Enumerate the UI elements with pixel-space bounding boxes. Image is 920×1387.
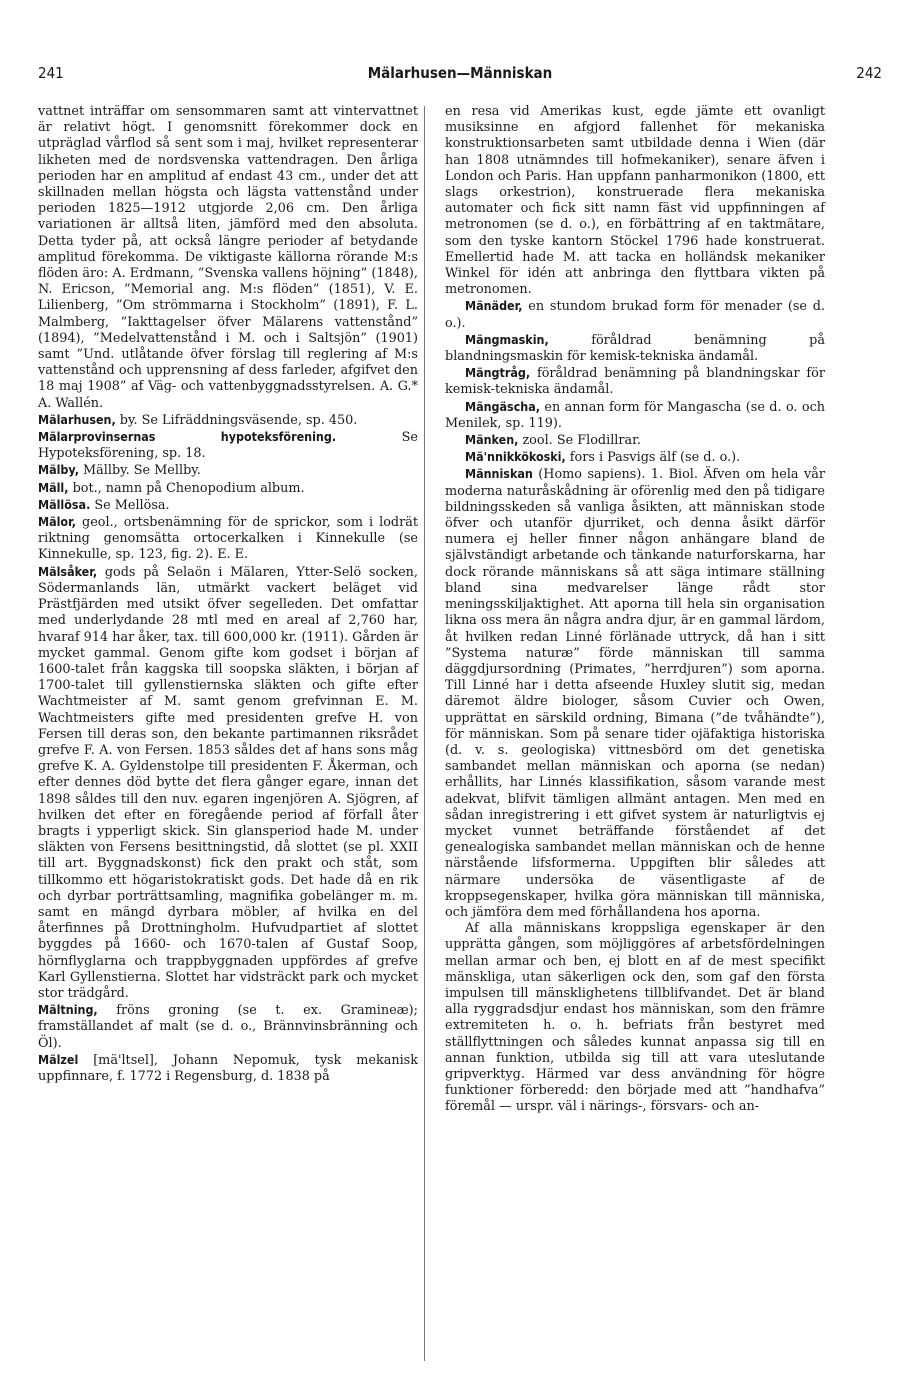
entry-headword: Mälarprovinsernas hypoteksförening. xyxy=(38,429,337,445)
entry-headword: Mälarhusen, xyxy=(38,411,116,427)
dictionary-entry xyxy=(445,365,825,398)
entry-headword: Mältning, xyxy=(38,1002,98,1018)
entry-paragraph xyxy=(445,104,825,298)
left-column xyxy=(38,104,418,1085)
entry-headword: Mälsåker, xyxy=(38,563,98,579)
page-number-right: 242 xyxy=(856,64,882,82)
entry-text: Af alla människans kroppsliga egenskaper är den upprätta gången, som möjliggöres af arbetsfördelningen mellan armar och ben, ej blott en af de mest specifikt mänskliga, utan säkerligen ock den, som gaf den första impulsen till mänsklighetens tillblifvandet. Det är bland alla ryggradsdjur endast hos människan, som den främre extremiteten h. o. h. befriats från bestyret med ställflyttningen och således kunnat anpassa sig till en annan funktion, utbilda sig till att vara uteslutande gripverktyg. Härmed var dess användning för högre funktioner förberedd: den började med att ”handhafva” föremål — urspr. väl i närings-, försvars- och an- xyxy=(445,921,825,1115)
entry-headword: Mängtråg, xyxy=(465,365,531,381)
entry-text: föråldrad benämning på blandningsmaskin för kemisk-tekniska ändamål. xyxy=(445,332,825,365)
entry-text: en resa vid Amerikas kust, egde jämte ett ovanligt musiksinne en afgjord fallenhet för mekaniska konstruktionsarbeten samt utbildade denna i Wien (där han 1808 utnämndes till hofmekaniker), senare äfven i London och Paris. Han uppfann panharmonikon (1800, ett slags orkestrion), konstruerade flera mekaniska automater och fick sitt namn fäst vid uppfinningen af metronomen (se d. o.), en förbättring af en taktmätare, som den tyske kantorn Stöckel 1796 hade konstruerat. Emellertid hade M. att tacka en holländsk mekaniker Winkel för idén att anbringa den flyttbara vikten på metronomen. xyxy=(445,104,825,298)
dictionary-entry xyxy=(38,429,418,462)
entry-text: by. Se Lifräddningsväsende, sp. 450. xyxy=(115,412,358,428)
dictionary-entry xyxy=(38,514,418,564)
running-title: Mälarhusen—Människan xyxy=(367,64,553,82)
dictionary-entry xyxy=(38,412,418,429)
entry-text: Se Hypoteksförening, sp. 18. xyxy=(38,430,418,462)
entry-headword: Mänken, xyxy=(465,432,519,448)
entry-text: Se Mellösa. xyxy=(90,497,170,513)
dictionary-entry xyxy=(38,1052,418,1085)
entry-text: fröns groning (se t. ex. Gramineæ); framställandet af malt (se d. o., Brännvinsbränning och Öl). xyxy=(38,1003,418,1051)
dictionary-entry xyxy=(445,298,825,331)
entry-paragraph xyxy=(38,104,418,412)
entry-headword: Mälby, xyxy=(38,462,79,478)
entry-paragraph xyxy=(445,921,825,1115)
entry-headword: Mälor, xyxy=(38,514,77,530)
entry-headword: Mängmaskin, xyxy=(465,331,549,347)
entry-headword: Mä'nnikkökoski, xyxy=(465,449,566,465)
dictionary-entry xyxy=(445,332,825,365)
entry-headword: Mällösa. xyxy=(38,496,91,512)
entry-text: en stundom brukad form för menader (se d. o.). xyxy=(445,299,825,331)
right-column xyxy=(445,104,825,1116)
dictionary-entry xyxy=(445,466,825,921)
entry-headword: Mälzel xyxy=(38,1051,79,1067)
page-header xyxy=(28,64,892,88)
entry-text: geol., ortsbenämning för de sprickor, som i lodrät riktning genomsätta ortocerkalken i Kinnekulle (se Kinnekulle, sp. 123, fig. 2). E. E. xyxy=(38,515,418,563)
entry-text: (Homo sapiens). 1. Biol. Äfven om hela vår moderna naturåskådning är oförenlig med den på tidigare bildningsskeden så vanliga åsikten, att människan stode öfver och utanför djurriket, och denna åsikt därför numera ej heller finner någon anhängare bland de självständigt arbetande och tänkande naturforskarna, har dock rörande människans så att säga intimare ställning bland sina medvarelser länge rådt stor meningsskiljaktighet. Att aporna till hela sin organisation likna oss mera än några andra djur, är en gammal lärdom, åt hvilken redan Linné förlänade uttryck, då han i sitt ”Systema naturæ” förde människan till samma däggdjursordning (Primates, ”herrdjuren”) som aporna. Till Linné har i detta afseende Huxley slutit sig, medan däremot äldre biologer, såsom Cuvier och Owen, upprättat en särskild ordning, Bimana (”de tvåhändte”), för människan. Som på senare tider ojäfaktiga historiska (d. v. s. geologiska) vittnesbörd om det genetiska sambandet mellan människan och aporna (se nedan) erhållits, har Linnés klassifikation, såsom varande mest adekvat, blifvit tämligen allmänt antagen. Men med en sådan inregistrering i ett gifvet system är naturligtvis ej mycket vunnet beträffande förståendet af det genealogiska sambandet mellan människan och de henne närstående lifsformerna. Uppgiften blir således att närmare undersöka de väsentligaste af de kroppsegenskaper, hvilka göra människan till människa, och jämföra dem med förhållandena hos aporna. xyxy=(445,467,825,920)
entry-text: vattnet inträffar om sensommaren samt att vintervattnet är relativt högt. I genomsnitt förekommer dock en utpräglad vårflod så sent som i maj, hvilket representerar likheten med de nordsvenska vattendragen. Den årliga perioden har en amplitud af endast 43 cm., under det att skillnaden mellan högsta och lägsta vattenstånd under perioden 1825—1912 utgjorde 2,06 cm. Den årliga variationen är alltså liten, jämförd med den absoluta. Detta tyder på, att också längre perioder af betydande amplitud förekomma. De viktigaste källorna rörande M:s flöden äro: A. Erdmann, ”Svenska vallens höjning” (1848), N. Ericson, ”Memorial ang. M:s flöden” (1851), V. E. Lilienberg, ”Om strömmarna i Stockholm” (1891), F. L. Malmberg, ”Iakttagelser öfver Mälarens vattenstånd” (1894), ”Medelvattenstånd i M. och i Saltsjön” (1901) samt ”Und. utlåtande öfver förslag till reglering af M:s vattenstånd och upprensning af dess farleder, afgifvet den 18 maj 1908” af Väg- och vattenbyggnadsstyrelsen. A. G.* A. Wallén. xyxy=(38,104,418,411)
entry-text: en annan form för Mangascha (se d. o. och Menilek, sp. 119). xyxy=(445,399,825,431)
dictionary-entry xyxy=(445,399,825,432)
dictionary-entry xyxy=(38,462,418,479)
dictionary-entry xyxy=(38,497,418,514)
dictionary-entry xyxy=(38,1002,418,1052)
dictionary-entry xyxy=(445,449,825,466)
entry-headword: Mäll, xyxy=(38,479,69,495)
entry-headword: Människan xyxy=(465,466,533,482)
entry-text: Mällby. Se Mellby. xyxy=(78,463,201,479)
entry-headword: Mänäder, xyxy=(465,298,523,314)
entry-headword: Mängäscha, xyxy=(465,398,540,414)
column-divider xyxy=(424,106,425,1361)
entry-text: zool. Se Flodillrar. xyxy=(518,433,641,449)
page-number-left: 241 xyxy=(38,64,64,82)
entry-text: gods på Selaön i Mälaren, Ytter-Selö socken, Södermanlands län, utmärkt vackert beläget vid Prästfjärden med utsikt öfver segelleden. Det omfattar med underlydande 28 mtl med en areal af 2,760 har, hvaraf 914 har åker, tax. till 600,000 kr. (1911). Gården är mycket gammal. Genom gifte kom godset i början af 1600-talet från kaggska till soopska släkten, i början af 1700-talet till gyllenstiernska släkten och gifte efter Wachtmeister af M. samt genom grefvinnan E. M. Wachtmeisters gifte med presidenten grefve H. von Fersen till deras son, den bekante partimannen riksrådet grefve F. A. von Fersen. 1853 såldes det af hans sons måg grefve K. A. Gyldenstolpe till presidenten F. Åkerman, och efter dennes död bytte det flera gånger egare, innan det 1898 såldes till den nuv. egaren ingenjören A. Sjögren, af hvilken det efter en föregående period af förfall åter bragts i ypperligt skick. Sin glansperiod hade M. under släkten von Fersens besittningstid, då slottet (se pl. XXII till art. Byggnadskonst) fick den prakt och ståt, som tillkommo ett högaristokratiskt gods. Det hade då en rik och dyrbar porträttsamling, magnifika gobelänger m. m. samt en mängd dyrbara möbler, af hvilka en del återfinnes på Drottningholm. Hufvudpartiet af slottet byggdes på 1660- och 1670-talen af Gustaf Soop, hörnflyglarna och trappbyggnaden uppfördes af grefve Karl Gyllenstierna. Slottet har vidsträckt park och mycket stor trädgård. xyxy=(38,564,418,1001)
dictionary-entry xyxy=(445,432,825,449)
entry-text: [mä'ltsel], Johann Nepomuk, tysk mekanisk uppfinnare, f. 1772 i Regensburg, d. 1838 på xyxy=(38,1052,418,1084)
entry-text: föråldrad benämning på blandningskar för kemisk-tekniska ändamål. xyxy=(445,366,825,398)
dictionary-entry xyxy=(38,480,418,497)
dictionary-entry xyxy=(38,564,418,1002)
entry-text: fors i Pasvigs älf (se d. o.). xyxy=(565,450,741,466)
entry-text: bot., namn på Chenopodium album. xyxy=(68,480,305,496)
